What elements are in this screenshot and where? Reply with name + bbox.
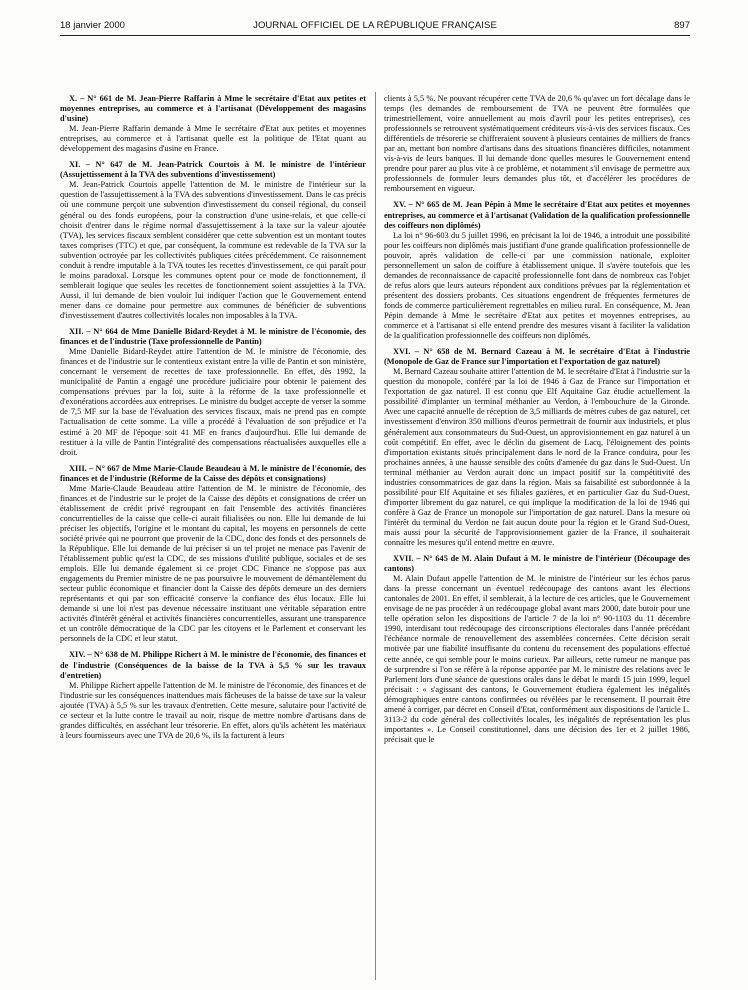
question-text: M. Philippe Richert appelle l'attention de M. le ministre de l'économie, des finances et de l'industrie sur les conséquences inattendues mais fâcheuses de la baisse de taxe sur la valeur ajoutée (TVA) à 5,5 % sur les travaux d'entretien. Cette mesure, salutaire pour l'activité de ce secteur et la lutte contre le travail au noir, risque de mettre nombre d'artisans dans de grandes difficultés, en asséchant leur trésorerie. En effet, alors qu'ils achètent les matériaux à leurs fournisseurs avec une TVA de 20,6 %, ils la facturent à leurs (60, 680, 366, 740)
question-title: XVII. – N° 645 de M. Alain Dufaut à M. le ministre de l'intérieur (Découpage des cantons) (384, 554, 690, 574)
question-block (384, 554, 690, 745)
question-title: XIII. – N° 667 de Mme Marie-Claude Beaudeau à M. le ministre de l'économie, des finances et de l'industrie (Réforme de la Caisse des dépôts et consignations) (60, 463, 366, 483)
question-text: M. Jean-Patrick Courtois appelle l'attention de M. le ministre de l'intérieur sur la question de l'assujettissement à la TVA des subventions d'investissement. Dans le cas précis où une commune perçoit une subvention d'investissement du conseil régional, du conseil général ou des fonds européens, pour la construction d'une usine-relais, et que celle-ci choisit d'entrer dans le régime normal d'assujettissement à la taxe sur la valeur ajoutée (TVA), les services fiscaux semblent considérer que cette subvention est un montant toutes taxes comprises (TTC) et que, par conséquent, la commune est redevable de la TVA sur la subvention octroyée par les collectivités publiques citées précédemment. Ce raisonnement conduit à rendre imputable à la TVA toutes les recettes d'investissement, ce qui paraît pour le moins paradoxal. Lorsque les communes optent pour ce mode de fonctionnement, il semblerait logique que seules les recettes de fonctionnement soient assujetties à la TVA. Aussi, il lui demande de bien vouloir lui indiquer l'action que le Gouvernement entend mener dans ce domaine pour permettre aux communes de bénéficier de subventions d'investissement d'autres collectivités locales non imposables à la TVA. (60, 180, 366, 320)
question-text: La loi n° 96-603 du 5 juillet 1996, en précisant la loi de 1946, a introduit une possibilité pour les coiffeurs non diplômés mais justifiant d'une grande qualification professionnelle de pouvoir, après validation de celle-ci par une commission nationale, exploiter personnellement un salon de coiffure à établissement unique. Il s'avère toutefois que les demandes de reconnaissance de capacité professionnelle font dans de nombreux cas l'objet de refus alors que leurs auteurs répondent aux conditions prévues par la réglementation et présentent des dossiers probants. Ces situations engendrent de fréquentes fermetures de fonds de commerce particulièrement regrettables en milieu rural. En conséquence, M. Jean Pépin demande à Mme le secrétaire d'Etat aux petites et moyennes entreprises, au commerce et à l'artisanat si elle entend prendre des mesures visant à faciliter la validation de la qualification professionnelle des coiffeurs non diplômés. (384, 230, 690, 341)
question-text: Mme Danielle Bidard-Reydet attire l'attention de M. le ministre de l'économie, des finances et de l'industrie sur le contentieux existant entre la ville de Pantin et son ministère, concernant le versement de recettes de taxe professionnelle. En effet, dès 1992, la municipalité de Pantin a engagé une procédure judiciaire pour obtenir le paiement des compensations prévues par la loi, suite à la réforme de la taxe professionnelle et d'exonérations accordées aux entreprises. Le ministre du budget accepte de verser la somme de 7,5 MF sur la base de l'évaluation des services fiscaux, mais ne prend pas en compte l'actualisation de cette somme. La ville a procédé à l'évaluation de son préjudice et l'a estimé à 20 MF de l'époque soit 41 MF en francs d'aujourd'hui. Elle lui demande de restituer à la ville de Pantin l'intégralité des compensations réactualisées auxquelles elle a droit. (60, 347, 366, 457)
left-column (60, 94, 366, 741)
question-block (60, 464, 366, 645)
question-block (384, 200, 690, 341)
question-text: M. Alain Dufaut appelle l'attention de M. le ministre de l'intérieur sur les échos parus dans la presse concernant un éventuel redécoupage des cantons avant les élections cantonales de 2001. En effet, il semblerait, à la lecture de ces articles, que le Gouvernement envisage de ne pas procéder à un redécoupage global avant mars 2000, date butoir pour une telle opération selon les dispositions de l'article 7 de la loi n° 90-1103 du 11 décembre 1990, interdisant tout redécoupage des circonscriptions électorales dans l'année précédant l'échéance normale de renouvellement des assemblées concernées. Cette décision serait motivée par une fiabilité insuffisante du contenu du recensement des populations effectué cette année, ce qui semble pour le moins curieux. Par ailleurs, cette rumeur ne manque pas de surprendre si l'on se réfère à la réponse apportée par M. le ministre des relations avec le Parlement lors d'une séance de questions orales dans le débat le mardi 15 juin 1999, lequel précisait : « s'agissant des cantons, le Gouvernement étudiera également les inégalités démographiques entre cantons confirmées ou révélées par le recensement. Il pourrait être amené à corriger, par décret en Conseil d'Etat, conformément aux dispositions de l'article L. 3113-2 du code général des collectivités locales, les inégalités de représentation les plus importantes ». Le Conseil constitutionnel, dans une décision des 1er et 2 juillet 1986, précisait que le (384, 574, 690, 744)
question-title: XVI. – N° 658 de M. Bernard Cazeau à M. le secrétaire d'Etat à l'industrie (Monopole de Gaz de France sur l'importation et l'exportation de gaz naturel) (384, 347, 690, 367)
question-text: Mme Marie-Claude Beaudeau attire l'attention de M. le ministre de l'économie, des finances et de l'industrie sur le projet de la Caisse des dépôts et consignations de créer un établissement de crédit privé regroupant en fait l'ensemble des activités financières concurrentielles de la caisse que celle-ci aurait filialisées ou non. Elle lui demande de lui préciser les objectifs, l'origine et le montant du capital, les moyens en personnels de cette société privée qui ne pourront que provenir de la CDC, donc des fonds et des personnels de la République. Elle lui demande de lui préciser si un tel projet ne menace pas l'avenir de l'établissement public qu'est la CDC, de ses missions d'utilité publique, sociales et de ses emplois. Elle lui demande également si ce projet CDC Finance ne s'oppose pas aux engagements du Premier ministre de ne pas poursuivre le mouvement de démantèlement du secteur public économique et financier dont la Caisse des dépôts demeure un des derniers représentants et qui par son efficacité conserve la confiance des élus locaux. Elle lui demande si une loi n'est pas devenue nécessaire instituant une véritable séparation entre activités d'intérêt général et activités financières concurrentielles, assurant une transparence et un contrôle démocratique de la CDC par les citoyens et le Parlement et conservant les personnels de la CDC et leur statut. (60, 483, 366, 644)
header-rule (60, 35, 690, 36)
question-title: X. – N° 661 de M. Jean-Pierre Raffarin à Mme le secrétaire d'Etat aux petites et moyennes entreprises, au commerce et à l'artisanat (Développement des magasins d'usine) (60, 94, 366, 124)
question-block (60, 94, 366, 154)
question-title: XIV. – N° 638 de M. Philippe Richert à M. le ministre de l'économie, des finances et de l'industrie (Conséquences de la baisse de la TVA à 5,5 % sur les travaux d'entretien) (60, 650, 366, 680)
column-divider (375, 92, 376, 980)
question-block (60, 160, 366, 321)
journal-title: JOURNAL OFFICIEL DE LA RÉPUBLIQUE FRANÇAISE (253, 20, 497, 31)
question-block (384, 347, 690, 548)
question-text: clients à 5,5 %. Ne pouvant récupérer cette TVA de 20,6 % qu'avec un fort décalage dans le temps (les demandes de remboursement de TVA ne peuvent être formulées que trimestriellement, voire annuellement au mois d'avril pour les petites entreprises), ces professionnels se retrouvent systématiquement créditeurs vis-à-vis des services fiscaux. Ces différentiels de trésorerie se chiffreraient souvent à plusieurs centaines de milliers de francs par an, mettant bon nombre d'artisans dans des situations financières difficiles, notamment vis-à-vis de leurs banques. Il lui demande donc quelles mesures le Gouvernement entend prendre pour parer au plus vite à ce problème, et notamment s'il envisage de permettre aux professionnels de formuler leurs demandes plus tôt, et d'accélérer les procédures de remboursement en vigueur. (384, 94, 690, 194)
question-block (60, 327, 366, 458)
question-title: XII. – N° 664 de Mme Danielle Bidard-Reydet à M. le ministre de l'économie, des finances et de l'industrie (Taxe professionnelle de Pantin) (60, 327, 366, 347)
question-text: M. Bernard Cazeau souhaite attirer l'attention de M. le secrétaire d'Etat à l'industrie sur la question du monopole, conféré par la loi de 1946 à Gaz de France sur l'importation et l'exportation de gaz naturel. Il est connu que Elf Aquitaine Gaz étudie actuellement la possibilité d'implanter un terminal méthanier au Verdon, à l'embouchure de la Gironde. Avec une capacité annuelle de réception de 3,5 milliards de mètres cubes de gaz naturel, cet investissement d'environ 350 millions d'euros permettrait de fournir aux industriels, et plus généralement aux consommateurs du Sud-Ouest, un approvisionnement en gaz naturel à un coût compétitif. En effet, avec le déclin du gisement de Lacq, l'éloignement des points d'importation existants situés principalement dans le nord de la France conduira, pour les prochaines années, à une hausse sensible des coûts d'amenée du gaz dans le Sud-Ouest. Un terminal méthanier au Verdon aurait donc un impact positif sur la compétitivité des industries consommatrices de gaz dans la région. Mais sa faisabilité est subordonnée à la possibilité pour Elf Aquitaine et ses filiales gazières, et en particulier Gaz du Sud-Ouest, d'importer librement du gaz naturel, ce qui implique la modification de la loi de 1946 qui confère à Gaz de France un monopole sur l'importation de gaz naturel. Dans la mesure où l'intérêt du terminal du Verdon ne fait aucun doute pour la région et le Grand Sud-Ouest, mais aussi pour la sécurité de l'approvisionnement gazier de la France, il souhaiterait connaître les mesures qu'il entend mettre en œuvre. (384, 367, 690, 548)
right-column (384, 94, 690, 745)
question-block (60, 650, 366, 740)
header-date: 18 janvier 2000 (60, 20, 125, 31)
page-number: 897 (674, 20, 690, 31)
question-block (384, 94, 690, 194)
question-title: XI. – N° 647 de M. Jean-Patrick Courtois à M. le ministre de l'intérieur (Assujettissement à la TVA des subventions d'investissement) (60, 160, 366, 180)
running-header (60, 20, 690, 34)
question-title: XV. – N° 665 de M. Jean Pépin à Mme le secrétaire d'Etat aux petites et moyennes entreprises, au commerce et à l'artisanat (Validation de la qualification professionnelle des coiffeurs non diplômés) (384, 200, 690, 230)
question-text: M. Jean-Pierre Raffarin demande à Mme le secrétaire d'Etat aux petites et moyennes entreprises, au commerce et à l'artisanat quelle est la politique de l'Etat quant au développement des magasins d'usine en France. (60, 124, 366, 154)
